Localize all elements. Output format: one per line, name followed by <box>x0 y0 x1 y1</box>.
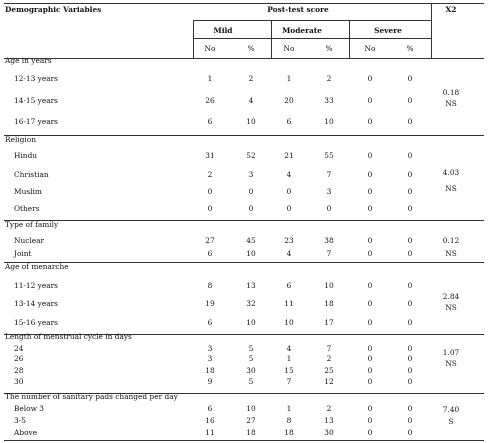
cell-value: 10 <box>246 404 256 413</box>
cell-value: 12 <box>324 377 334 386</box>
row-label: Below 3 <box>14 404 44 413</box>
cell-value: 26 <box>205 96 215 105</box>
cell-value: 9 <box>207 377 213 386</box>
cell-value: 52 <box>246 151 256 160</box>
cell-value: 3 <box>248 170 254 179</box>
cell-value: 13 <box>246 281 256 290</box>
cell-value: 30 <box>324 428 334 437</box>
cell-value: 1 <box>286 74 292 83</box>
cell-value: 38 <box>324 236 334 245</box>
header-divider <box>349 20 350 58</box>
cell-value: 0 <box>367 151 373 160</box>
cell-value: 11 <box>205 428 215 437</box>
row-label: Hindu <box>14 151 38 160</box>
cell-value: 0 <box>367 281 373 290</box>
cell-value: 3 <box>326 187 332 196</box>
row-label: 15-16 years <box>14 318 58 327</box>
cell-value: 18 <box>284 428 294 437</box>
cell-value: 2 <box>326 74 332 83</box>
cell-value: 0 <box>286 204 292 213</box>
cell-value: 5 <box>248 354 254 363</box>
x2-value: S <box>448 417 454 426</box>
row-label: 11-12 years <box>14 281 58 290</box>
cell-value: 0 <box>367 170 373 179</box>
section-rule <box>4 135 484 136</box>
section-rule <box>4 262 484 263</box>
cell-value: 15 <box>284 366 294 375</box>
header-severe-pct: % <box>406 44 414 53</box>
cell-value: 21 <box>284 151 294 160</box>
header-post-test-score: Post-test score <box>267 5 329 14</box>
cell-value: 0 <box>407 428 413 437</box>
cell-value: 0 <box>407 344 413 353</box>
cell-value: 1 <box>207 74 213 83</box>
cell-value: 18 <box>205 366 215 375</box>
cell-value: 7 <box>326 170 332 179</box>
row-label: Muslim <box>14 187 42 196</box>
x2-value: 7.40 <box>442 405 460 414</box>
cell-value: 4 <box>286 344 292 353</box>
cell-value: 0 <box>407 74 413 83</box>
section-title: Length of menstrual cycle in days <box>5 332 132 341</box>
row-label: 12-13 years <box>14 74 58 83</box>
cell-value: 10 <box>246 318 256 327</box>
header-sub-rule <box>193 20 431 21</box>
cell-value: 30 <box>246 366 256 375</box>
x2-value: NS <box>445 303 457 312</box>
cell-value: 0 <box>367 96 373 105</box>
cell-value: 4 <box>286 249 292 258</box>
cell-value: 0 <box>367 416 373 425</box>
cell-value: 8 <box>286 416 292 425</box>
section-rule <box>4 220 484 221</box>
cell-value: 6 <box>207 249 213 258</box>
cell-value: 0 <box>407 377 413 386</box>
cell-value: 55 <box>324 151 334 160</box>
cell-value: 18 <box>246 428 256 437</box>
cell-value: 0 <box>367 204 373 213</box>
x2-value: NS <box>445 249 457 258</box>
header-x2: X2 <box>445 5 457 14</box>
cell-value: 0 <box>367 428 373 437</box>
cell-value: 6 <box>286 281 292 290</box>
cell-value: 0 <box>367 299 373 308</box>
header-moderate-pct: % <box>325 44 333 53</box>
cell-value: 0 <box>407 170 413 179</box>
cell-value: 5 <box>248 344 254 353</box>
cell-value: 0 <box>407 299 413 308</box>
header-sub-rule-2 <box>193 38 431 39</box>
row-label: Others <box>14 204 40 213</box>
x2-value: 0.12 <box>442 236 460 245</box>
cell-value: 6 <box>207 318 213 327</box>
cell-value: 0 <box>367 354 373 363</box>
cell-value: 0 <box>367 377 373 386</box>
cell-value: 7 <box>326 344 332 353</box>
cell-value: 0 <box>367 366 373 375</box>
cell-value: 0 <box>407 366 413 375</box>
cell-value: 0 <box>367 249 373 258</box>
cell-value: 6 <box>286 117 292 126</box>
cell-value: 5 <box>248 377 254 386</box>
row-label: Christian <box>14 170 49 179</box>
cell-value: 16 <box>205 416 215 425</box>
x2-value: NS <box>445 359 457 368</box>
cell-value: 0 <box>248 204 254 213</box>
row-label: 3-5 <box>14 416 26 425</box>
cell-value: 31 <box>205 151 215 160</box>
x2-value: 0.18 <box>442 88 460 97</box>
row-label: 24 <box>14 344 24 353</box>
row-label: Above <box>14 428 38 437</box>
cell-value: 3 <box>207 354 213 363</box>
header-demographic-variables: Demographic Variables <box>5 5 102 14</box>
cell-value: 0 <box>286 187 292 196</box>
cell-value: 0 <box>407 151 413 160</box>
row-label: 13-14 years <box>14 299 58 308</box>
x2-value: 2.84 <box>442 292 460 301</box>
header-mild-pct: % <box>247 44 255 53</box>
cell-value: 0 <box>407 204 413 213</box>
section-title: Age of menarche <box>5 262 69 271</box>
cell-value: 0 <box>207 204 213 213</box>
x2-value: 1.07 <box>442 348 460 357</box>
cell-value: 32 <box>246 299 256 308</box>
cell-value: 0 <box>367 404 373 413</box>
cell-value: 10 <box>246 249 256 258</box>
row-label: Nuclear <box>14 236 45 245</box>
cell-value: 45 <box>246 236 256 245</box>
header-severe: Severe <box>374 26 402 35</box>
row-label: 26 <box>14 354 24 363</box>
cell-value: 0 <box>367 74 373 83</box>
section-title: The number of sanitary pads changed per day <box>5 392 178 401</box>
cell-value: 1 <box>286 354 292 363</box>
cell-value: 2 <box>326 354 332 363</box>
cell-value: 0 <box>326 204 332 213</box>
section-title: Age in years <box>5 56 52 65</box>
x2-value: NS <box>445 99 457 108</box>
cell-value: 10 <box>324 117 334 126</box>
cell-value: 13 <box>324 416 334 425</box>
cell-value: 0 <box>367 187 373 196</box>
section-title: Religion <box>5 135 36 144</box>
cell-value: 10 <box>284 318 294 327</box>
cell-value: 6 <box>207 117 213 126</box>
cell-value: 20 <box>284 96 294 105</box>
header-mild: Mild <box>213 26 233 35</box>
cell-value: 2 <box>207 170 213 179</box>
cell-value: 0 <box>248 187 254 196</box>
cell-value: 0 <box>407 318 413 327</box>
cell-value: 0 <box>367 236 373 245</box>
cell-value: 0 <box>207 187 213 196</box>
cell-value: 4 <box>248 96 254 105</box>
cell-value: 33 <box>324 96 334 105</box>
cell-value: 10 <box>246 117 256 126</box>
cell-value: 0 <box>407 117 413 126</box>
cell-value: 2 <box>326 404 332 413</box>
cell-value: 0 <box>407 249 413 258</box>
header-moderate: Moderate <box>282 26 322 35</box>
section-rule <box>4 58 484 59</box>
cell-value: 3 <box>207 344 213 353</box>
row-label: 14-15 years <box>14 96 58 105</box>
header-moderate-no: No <box>283 44 295 53</box>
cell-value: 0 <box>367 318 373 327</box>
cell-value: 27 <box>205 236 215 245</box>
cell-value: 0 <box>407 354 413 363</box>
cell-value: 6 <box>207 404 213 413</box>
cell-value: 19 <box>205 299 215 308</box>
cell-value: 4 <box>286 170 292 179</box>
header-divider <box>271 20 272 58</box>
table-bottom-rule <box>4 440 484 441</box>
cell-value: 0 <box>367 344 373 353</box>
cell-value: 0 <box>407 404 413 413</box>
section-title: Type of family <box>5 220 59 229</box>
row-label: Joint <box>14 249 32 258</box>
table-top-rule <box>4 3 484 4</box>
x2-value: NS <box>445 184 457 193</box>
cell-value: 2 <box>248 74 254 83</box>
cell-value: 1 <box>286 404 292 413</box>
header-mild-no: No <box>204 44 216 53</box>
header-divider <box>193 20 194 58</box>
cell-value: 0 <box>407 96 413 105</box>
row-label: 28 <box>14 366 24 375</box>
cell-value: 25 <box>324 366 334 375</box>
header-divider <box>431 3 432 58</box>
cell-value: 0 <box>407 416 413 425</box>
cell-value: 11 <box>284 299 294 308</box>
cell-value: 17 <box>324 318 334 327</box>
cell-value: 23 <box>284 236 294 245</box>
cell-value: 8 <box>207 281 213 290</box>
row-label: 30 <box>14 377 24 386</box>
cell-value: 7 <box>286 377 292 386</box>
cell-value: 0 <box>407 281 413 290</box>
cell-value: 7 <box>326 249 332 258</box>
cell-value: 18 <box>324 299 334 308</box>
cell-value: 0 <box>407 236 413 245</box>
row-label: 16-17 years <box>14 117 58 126</box>
header-severe-no: No <box>364 44 376 53</box>
x2-value: 4.03 <box>442 168 460 177</box>
cell-value: 10 <box>324 281 334 290</box>
cell-value: 27 <box>246 416 256 425</box>
cell-value: 0 <box>367 117 373 126</box>
cell-value: 0 <box>407 187 413 196</box>
